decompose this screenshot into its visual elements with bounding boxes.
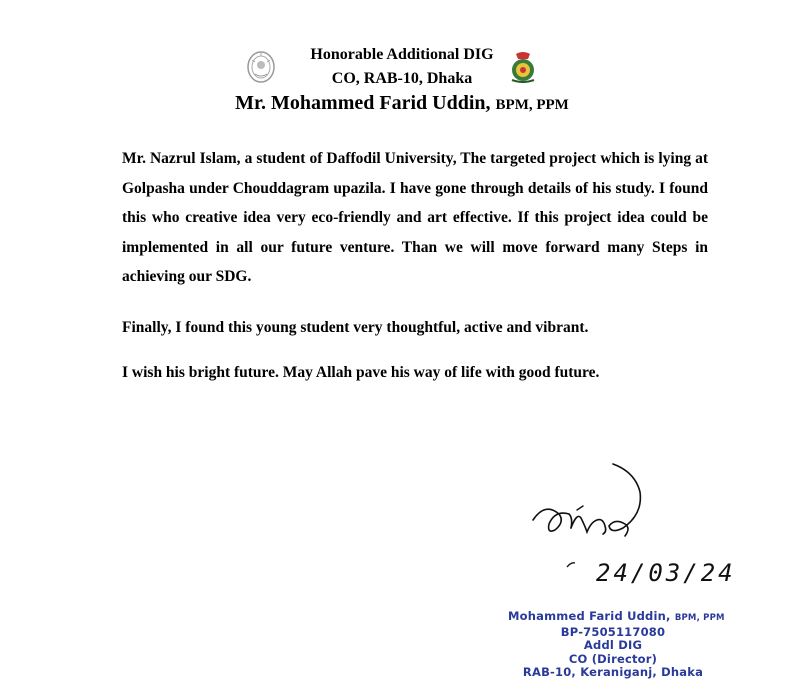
paragraph-1 [122, 144, 708, 292]
stamp-bp-number: BP-7505117080 [560, 624, 666, 639]
addressee-name [0, 92, 804, 115]
official-stamp [508, 609, 725, 680]
paragraph-1-lead: Mr. Nazrul Islam, [122, 150, 241, 167]
stamp-name: Mohammed Farid Uddin, [508, 609, 671, 623]
paragraph-2: Finally, I found this young student very thoughtful, active and vibrant. [122, 319, 589, 336]
addressee-unit: CO, RAB-10, Dhaka [331, 70, 473, 87]
addressee-title: Honorable Additional DIG [310, 46, 494, 63]
addressee-name-suffix: BPM, PPM [495, 97, 569, 113]
paragraph-1-rest: a student of Daffodil University, The targeted project which is lying at Golpasha under Chouddagram upazila. I have gone through details of his study. I found this who creative idea very eco-friendly and art effective. If this project idea could be implemented in all our future venture. Than we will move forward many Steps in achieving our SDG. [122, 150, 709, 285]
date-tick-mark [566, 561, 576, 569]
stamp-unit: RAB-10, Keraniganj, Dhaka [522, 665, 704, 679]
handwritten-date [566, 555, 736, 605]
paragraph-3: I wish his bright future. May Allah pave his way of life with good future. [122, 364, 600, 381]
stamp-role: CO (Director) [568, 651, 658, 666]
addressee-name-text: Mr. Mohammed Farid Uddin, [235, 92, 491, 114]
stamp-name-suffix: BPM, PPM [674, 613, 725, 623]
stamp-rank: Addl DIG [583, 638, 643, 652]
date-text: 24/03/24 [596, 559, 736, 587]
handwritten-signature [525, 462, 665, 562]
stamp-name-line [508, 609, 725, 626]
